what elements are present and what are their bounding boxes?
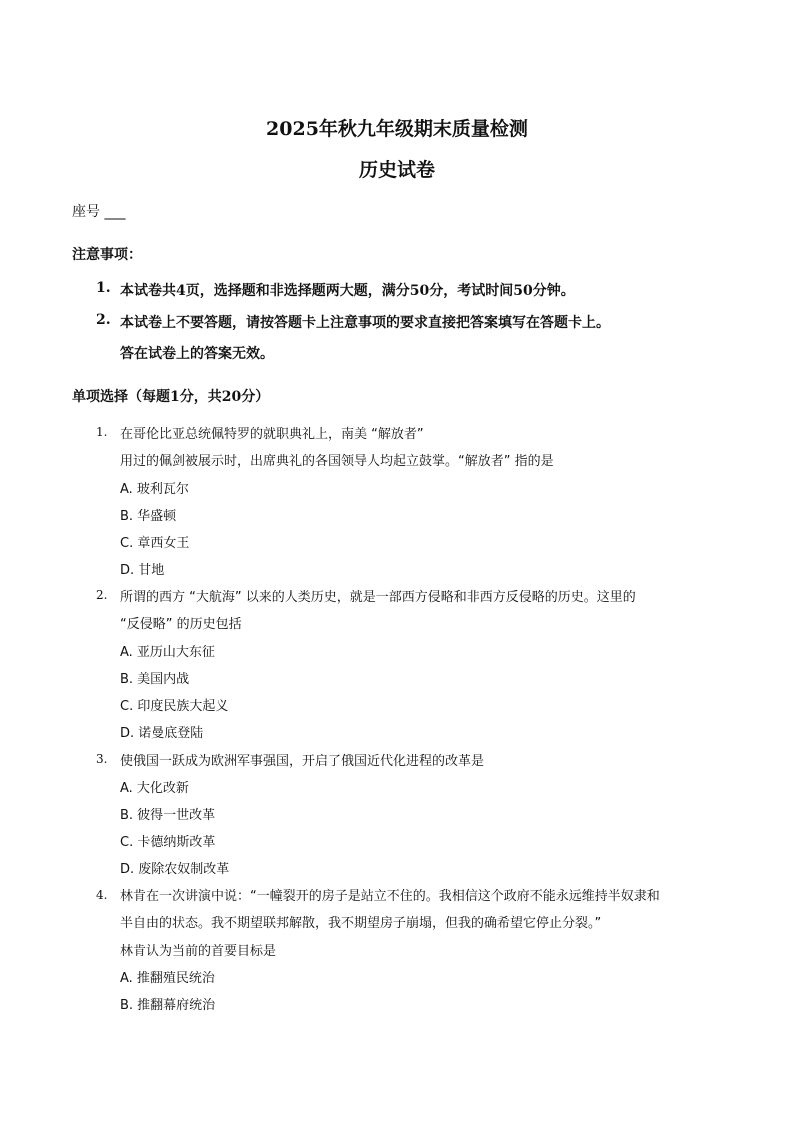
option-b: B. 推翻幕府统治 — [120, 998, 216, 1013]
option-b: B. 彼得一世改革 — [120, 808, 216, 823]
exam-subject: 历史试卷 — [358, 159, 435, 181]
section-heading: 单项选择（每题1分，共20分） — [72, 389, 270, 405]
exam-title: 2025年秋九年级期末质量检测 — [266, 118, 528, 140]
notice-heading: 注意事项： — [72, 247, 142, 263]
seat-number-label: 座号 ___ — [72, 204, 126, 220]
question-stem: 半自由的状态。我不期望联邦解散，我不期望房子崩塌，但我的确希望它停止分裂。” — [120, 916, 602, 931]
notice-item-number: 1. — [96, 280, 111, 296]
option-a: A. 亚历山大东征 — [120, 645, 215, 660]
option-a: A. 推翻殖民统治 — [120, 971, 215, 986]
option-a: A. 玻利瓦尔 — [120, 482, 189, 497]
question-stem: 所谓的西方 “大航海” 以来的人类历史，就是一部西方侵略和非西方反侵略的历史。这里的 — [120, 590, 636, 605]
question-number: 3. — [96, 752, 108, 766]
option-d: D. 甘地 — [120, 563, 165, 578]
question-stem: 使俄国一跃成为欧洲军事强国，开启了俄国近代化进程的改革是 — [120, 754, 485, 769]
question-number: 2. — [96, 588, 108, 602]
option-b: B. 华盛顿 — [120, 509, 177, 524]
notice-item-text: 答在试卷上的答案无效。 — [120, 346, 274, 362]
question-number: 1. — [96, 425, 108, 439]
question-stem: 林肯在一次讲演中说：“一幢裂开的房子是站立不住的。我相信这个政府不能永远维持半奴隶和 — [120, 889, 660, 904]
notice-item-text: 本试卷上不要答题，请按答题卡上注意事项的要求直接把答案填写在答题卡上。 — [120, 315, 610, 331]
option-a: A. 大化改新 — [120, 781, 189, 796]
question-stem: 用过的佩剑被展示时，出席典礼的各国领导人均起立鼓掌。“解放者” 指的是 — [120, 454, 554, 469]
question-stem: 林肯认为当前的首要目标是 — [120, 944, 277, 959]
question-number: 4. — [96, 888, 108, 902]
question-stem: “反侵略” 的历史包括 — [120, 617, 242, 632]
option-c: C. 章西女王 — [120, 536, 190, 551]
notice-item-number: 2. — [96, 312, 111, 328]
option-c: C. 卡德纳斯改革 — [120, 835, 216, 850]
option-b: B. 美国内战 — [120, 672, 190, 687]
question-stem: 在哥伦比亚总统佩特罗的就职典礼上，南美 “解放者” — [120, 427, 424, 442]
option-c: C. 印度民族大起义 — [120, 699, 229, 714]
option-d: D. 诺曼底登陆 — [120, 726, 204, 741]
notice-item-text: 本试卷共4页，选择题和非选择题两大题，满分50分，考试时间50分钟。 — [120, 283, 575, 299]
option-d: D. 废除农奴制改革 — [120, 862, 230, 877]
